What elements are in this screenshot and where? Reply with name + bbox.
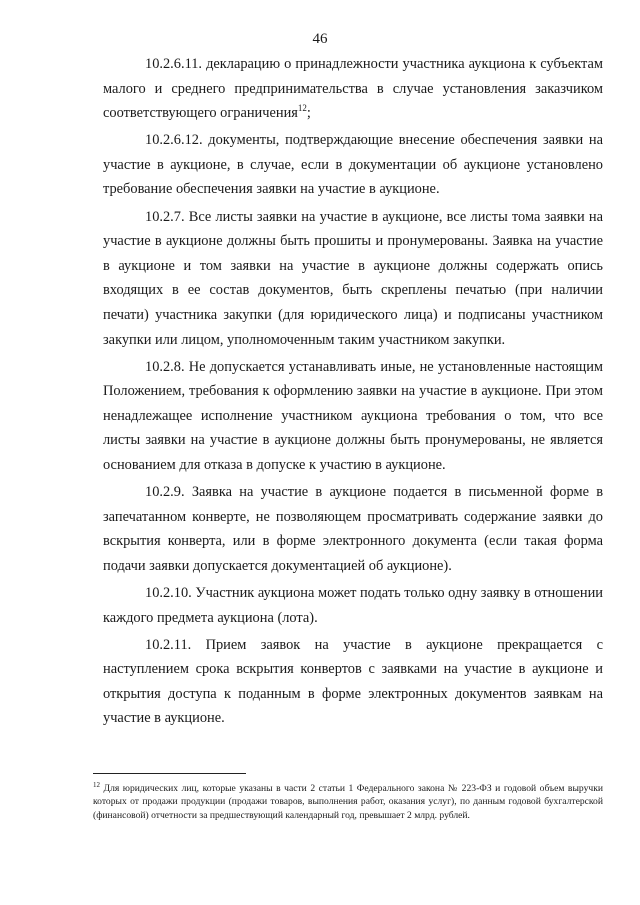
footnote-reference: 12 — [297, 103, 307, 114]
paragraph-10-2-10: 10.2.10. Участник аукциона может подать только одну заявку в отношении каждого предмета аукциона (лота). — [103, 584, 603, 626]
page-number: 46 — [312, 31, 328, 47]
footnote-text: Для юридических лиц, которые указаны в части 2 статьи 1 Федерального закона № 223-ФЗ и годовой объем выручки которых от продажи продукции (продажи товаров, выполнения работ, оказания услуг), по данным годовой бухгалтерской (финансовой) отчетности за предшествующий календарный год, превышает 2 млрд. рублей. — [93, 783, 603, 821]
paragraph-tail: ; — [306, 105, 311, 122]
document-body — [103, 52, 603, 734]
paragraph-text: 10.2.6.11. декларацию о принадлежности участника аукциона к субъектам малого и среднего предпринимательства в случае установления заказчиком соответствующего ограничения — [103, 56, 603, 122]
footnote-separator — [93, 773, 246, 774]
footnote-marker: 12 — [93, 780, 100, 789]
footnote — [93, 782, 603, 822]
paragraph-10-2-11: 10.2.11. Прием заявок на участие в аукционе прекращается с наступлением срока вскрытия конвертов с заявками на участие в аукционе и открытия доступа к поданным в форме электронных документов заявкам на участие в аукционе. — [103, 636, 603, 727]
paragraph-10-2-6-12: 10.2.6.12. документы, подтверждающие внесение обеспечения заявки на участие в аукционе, в случае, если в документации об аукционе установлено требование обеспечения заявки на участие в аукционе. — [103, 132, 603, 198]
paragraph-10-2-9: 10.2.9. Заявка на участие в аукционе подается в письменной форме в запечатанном конверте, не позволяющем просматривать содержание заявки до вскрытия конверта, или в форме электронного документа (если такая форма подачи заявки допускается документацией об аукционе). — [103, 484, 603, 574]
paragraph-10-2-6-11 — [103, 52, 603, 126]
paragraph-10-2-8: 10.2.8. Не допускается устанавливать иные, не установленные настоящим Положением, требования к оформлению заявки на участие в аукционе. При этом ненадлежащее исполнение участником аукциона требования о том, что все листы заявки на участие в аукционе должны быть пронумерованы, не является основанием для отказа в допуске к участию в аукционе. — [103, 358, 603, 473]
paragraph-10-2-7: 10.2.7. Все листы заявки на участие в аукционе, все листы тома заявки на участие в аукционе должны быть прошиты и пронумерованы. Заявка на участие в аукционе и том заявки на участие в аукционе должны содержать опись входящих в ее состав документов, быть скреплены печатью (при наличии печати) участника закупки (для юридического лица) и подписаны участником закупки или лицом, уполномоченным таким участником закупки. — [103, 208, 603, 348]
